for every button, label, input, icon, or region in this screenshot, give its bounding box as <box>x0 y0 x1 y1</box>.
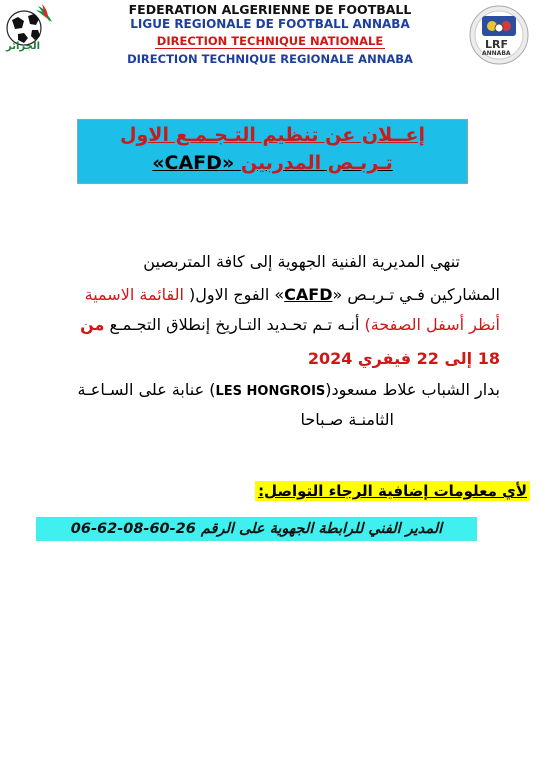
header-dtn <box>60 34 480 48</box>
announcement-title-box <box>77 119 468 184</box>
lrf-logo-top-text: LRF <box>485 38 508 51</box>
body-from: من <box>80 315 105 334</box>
header-federation: FEDERATION ALGERIENNE DE FOOTBALL <box>128 2 412 17</box>
header-dtr: DIRECTION TECHNIQUE REGIONALE ANNABA <box>127 52 413 66</box>
body-dates: 18 إلى 22 فيفري 2024 <box>307 349 500 368</box>
body-line-2 <box>85 285 500 304</box>
announcement-subtitle <box>78 152 467 174</box>
lrf-logo-bottom-text: ANNABA <box>482 50 511 57</box>
contact-title: لأي معلومات إضافية الرجاء التواصل: <box>255 481 530 501</box>
contact-phone: المدير الفني للرابطة الجهوية على الرقم 26-60-08-62-06 <box>36 517 477 541</box>
body-line-1: تنهي المديرية الفنية الجهوية إلى كافة المتربصين <box>143 252 460 271</box>
subtitle-cafd: «CAFD» <box>152 152 235 174</box>
header-dtn-text: DIRECTION TECHNIQUE NATIONALE <box>156 34 384 48</box>
faf-logo <box>2 0 58 56</box>
subtitle-training: تـربـص المدربين <box>240 152 393 174</box>
body-list-note: القائمة الاسمية <box>84 285 190 304</box>
body-line-2-a: المشاركين فـي تـربـص « <box>332 285 500 304</box>
body-see-below: أنظر أسفل الصفحة) <box>364 315 500 334</box>
announcement-title: إعــلان عن تنظيم التـجـمـع الاول <box>120 124 425 146</box>
header-ligue: LIGUE REGIONALE DE FOOTBALL ANNABA <box>130 17 410 31</box>
body-cafd: CAFD <box>284 285 333 304</box>
body-venue-a: بدار الشباب علاط مسعود( <box>325 380 500 399</box>
body-line-5 <box>78 380 500 399</box>
body-line-3-b: أنـه تـم تحـديد التـاريخ إنطلاق التجـمـع <box>104 315 365 334</box>
faf-logo-text: الجزائر <box>6 41 41 52</box>
body-line-3 <box>80 315 500 334</box>
body-time: الثامنـة صـباحا <box>300 410 394 429</box>
body-line-2-b: » الفوج الاول( <box>189 285 285 304</box>
body-venue-name: LES HONGROIS <box>215 384 326 399</box>
body-venue-c: ) عنابة على السـاعـة <box>77 380 216 399</box>
